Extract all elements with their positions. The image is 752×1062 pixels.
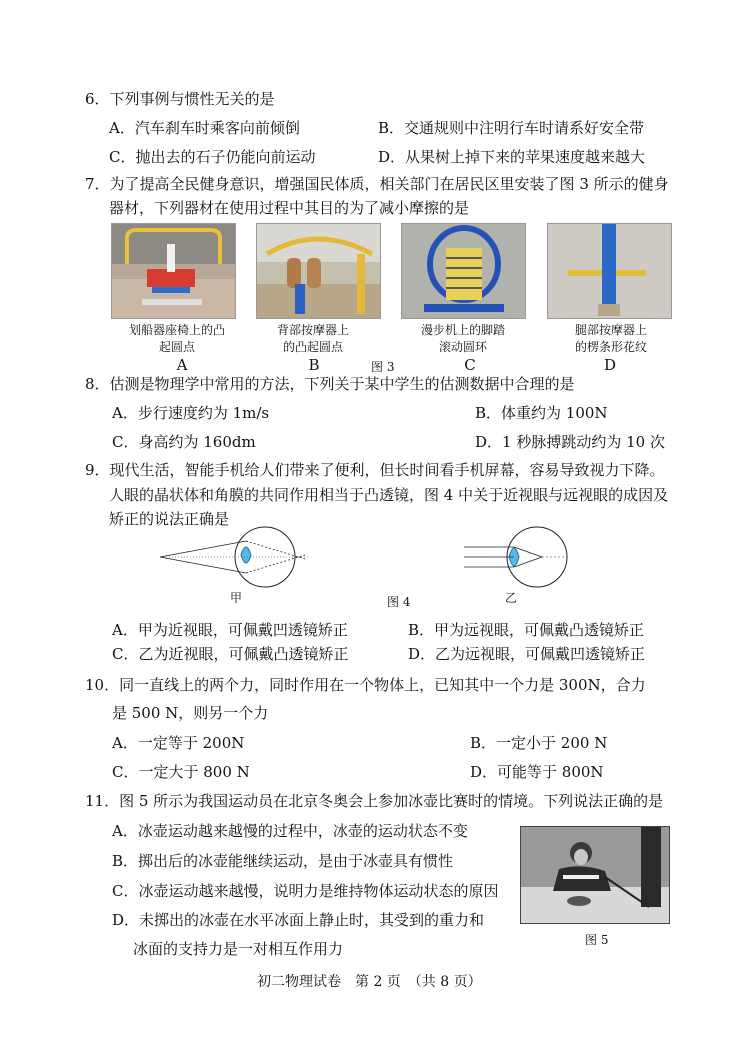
q6-option-b: B．交通规则中注明行车时请系好安全带 [378,119,645,137]
q11-option-d-line2: 冰面的支持力是一对相互作用力 [133,940,344,958]
q8-option-c: C．身高约为 160dm [112,433,256,451]
q10-option-d: D．可能等于 800N [470,763,604,781]
q10-stem-line1: 10．同一直线上的两个力，同时作用在一个物体上，已知其中一个力是 300N，合力 [85,676,646,694]
q10-option-c: C．一定大于 800 N [112,763,250,781]
caption-d-letter: D [603,356,617,374]
eye-label-yi: 乙 [505,591,518,605]
q6-stem: 6．下列事例与惯性无关的是 [85,90,275,108]
q9-option-a: A．甲为近视眼，可佩戴凹透镜矫正 [112,621,348,639]
eye-label-jia: 甲 [230,591,243,605]
caption-c-line2: 滚动圆环 [438,340,487,354]
q7-stem-line1: 7．为了提高全民健身意识，增强国民体质，相关部门在居民区里安装了图 3 所示的健身 [85,175,669,193]
q9-option-d: D．乙为远视眼，可佩戴凹透镜矫正 [408,645,646,663]
caption-a-line2: 起圆点 [158,340,195,354]
q8-stem: 8．估测是物理学中常用的方法，下列关于某中学生的估测数据中合理的是 [85,375,575,393]
q11-stem: 11．图 5 所示为我国运动员在北京冬奥会上参加冰壶比赛时的情境。下列说法正确的是 [85,792,664,810]
q6-option-c: C．抛出去的石子仍能向前运动 [109,148,316,166]
q11-option-c: C．冰壶运动越来越慢，说明力是维持物体运动状态的原因 [112,882,499,900]
q10-option-b: B．一定小于 200 N [470,734,608,752]
caption-d-line1: 腿部按摩器上 [574,323,647,337]
photo-curling-athlete [520,826,670,924]
caption-b-letter: B [308,356,320,374]
q9-stem-line3: 矫正的说法正确是 [109,510,230,528]
photo-leg-massager [547,223,672,319]
figure-4-label: 图 4 [387,595,411,609]
photo-rowing-machine [111,223,236,319]
q10-stem-line2: 是 500 N，则另一个力 [112,704,269,722]
q11-option-a: A．冰壶运动越来越慢的过程中，冰壶的运动状态不变 [112,822,468,840]
q8-option-a: A．步行速度约为 1m/s [112,404,270,422]
caption-b-line1: 背部按摩器上 [276,323,349,337]
caption-c-line1: 漫步机上的脚踏 [420,323,505,337]
eye-diagram-left [155,525,315,595]
caption-c-letter: C [464,356,476,374]
q6-option-a: A．汽车刹车时乘客向前倾倒 [109,119,300,137]
figure-5-label: 图 5 [585,933,609,947]
q8-option-d: D．1 秒脉搏跳动约为 10 次 [475,433,665,451]
photo-stepping-machine [401,223,526,319]
q8-option-b: B．体重约为 100N [475,404,608,422]
caption-d-line2: 的楞条形花纹 [574,340,647,354]
caption-b-line2: 的凸起圆点 [282,340,343,354]
q9-stem-line1: 9．现代生活，智能手机给人们带来了便利，但长时间看手机屏幕，容易导致视力下降。 [85,461,665,479]
q9-option-b: B．甲为远视眼，可佩戴凸透镜矫正 [408,621,645,639]
page-footer: 初二物理试卷 第 2 页 （共 8 页） [257,974,482,990]
q6-option-d: D．从果树上掉下来的苹果速度越来越大 [378,148,646,166]
q10-option-a: A．一定等于 200N [112,734,245,752]
caption-a-letter: A [176,356,188,374]
caption-a-line1: 划船器座椅上的凸 [128,323,225,337]
figure-3-label: 图 3 [371,360,395,374]
q9-option-c: C．乙为近视眼，可佩戴凸透镜矫正 [112,645,349,663]
q9-stem-line2: 人眼的晶状体和角膜的共同作用相当于凸透镜，图 4 中关于近视眼与远视眼的成因及 [109,486,669,504]
eye-diagram-right [462,525,612,595]
q11-option-b: B．掷出后的冰壶能继续运动，是由于冰壶具有惯性 [112,852,454,870]
q7-stem-line2: 器材，下列器材在使用过程中其目的为了减小摩擦的是 [109,199,470,217]
photo-back-massager [256,223,381,319]
q11-option-d-line1: D．未掷出的冰壶在水平冰面上静止时，其受到的重力和 [112,911,485,929]
